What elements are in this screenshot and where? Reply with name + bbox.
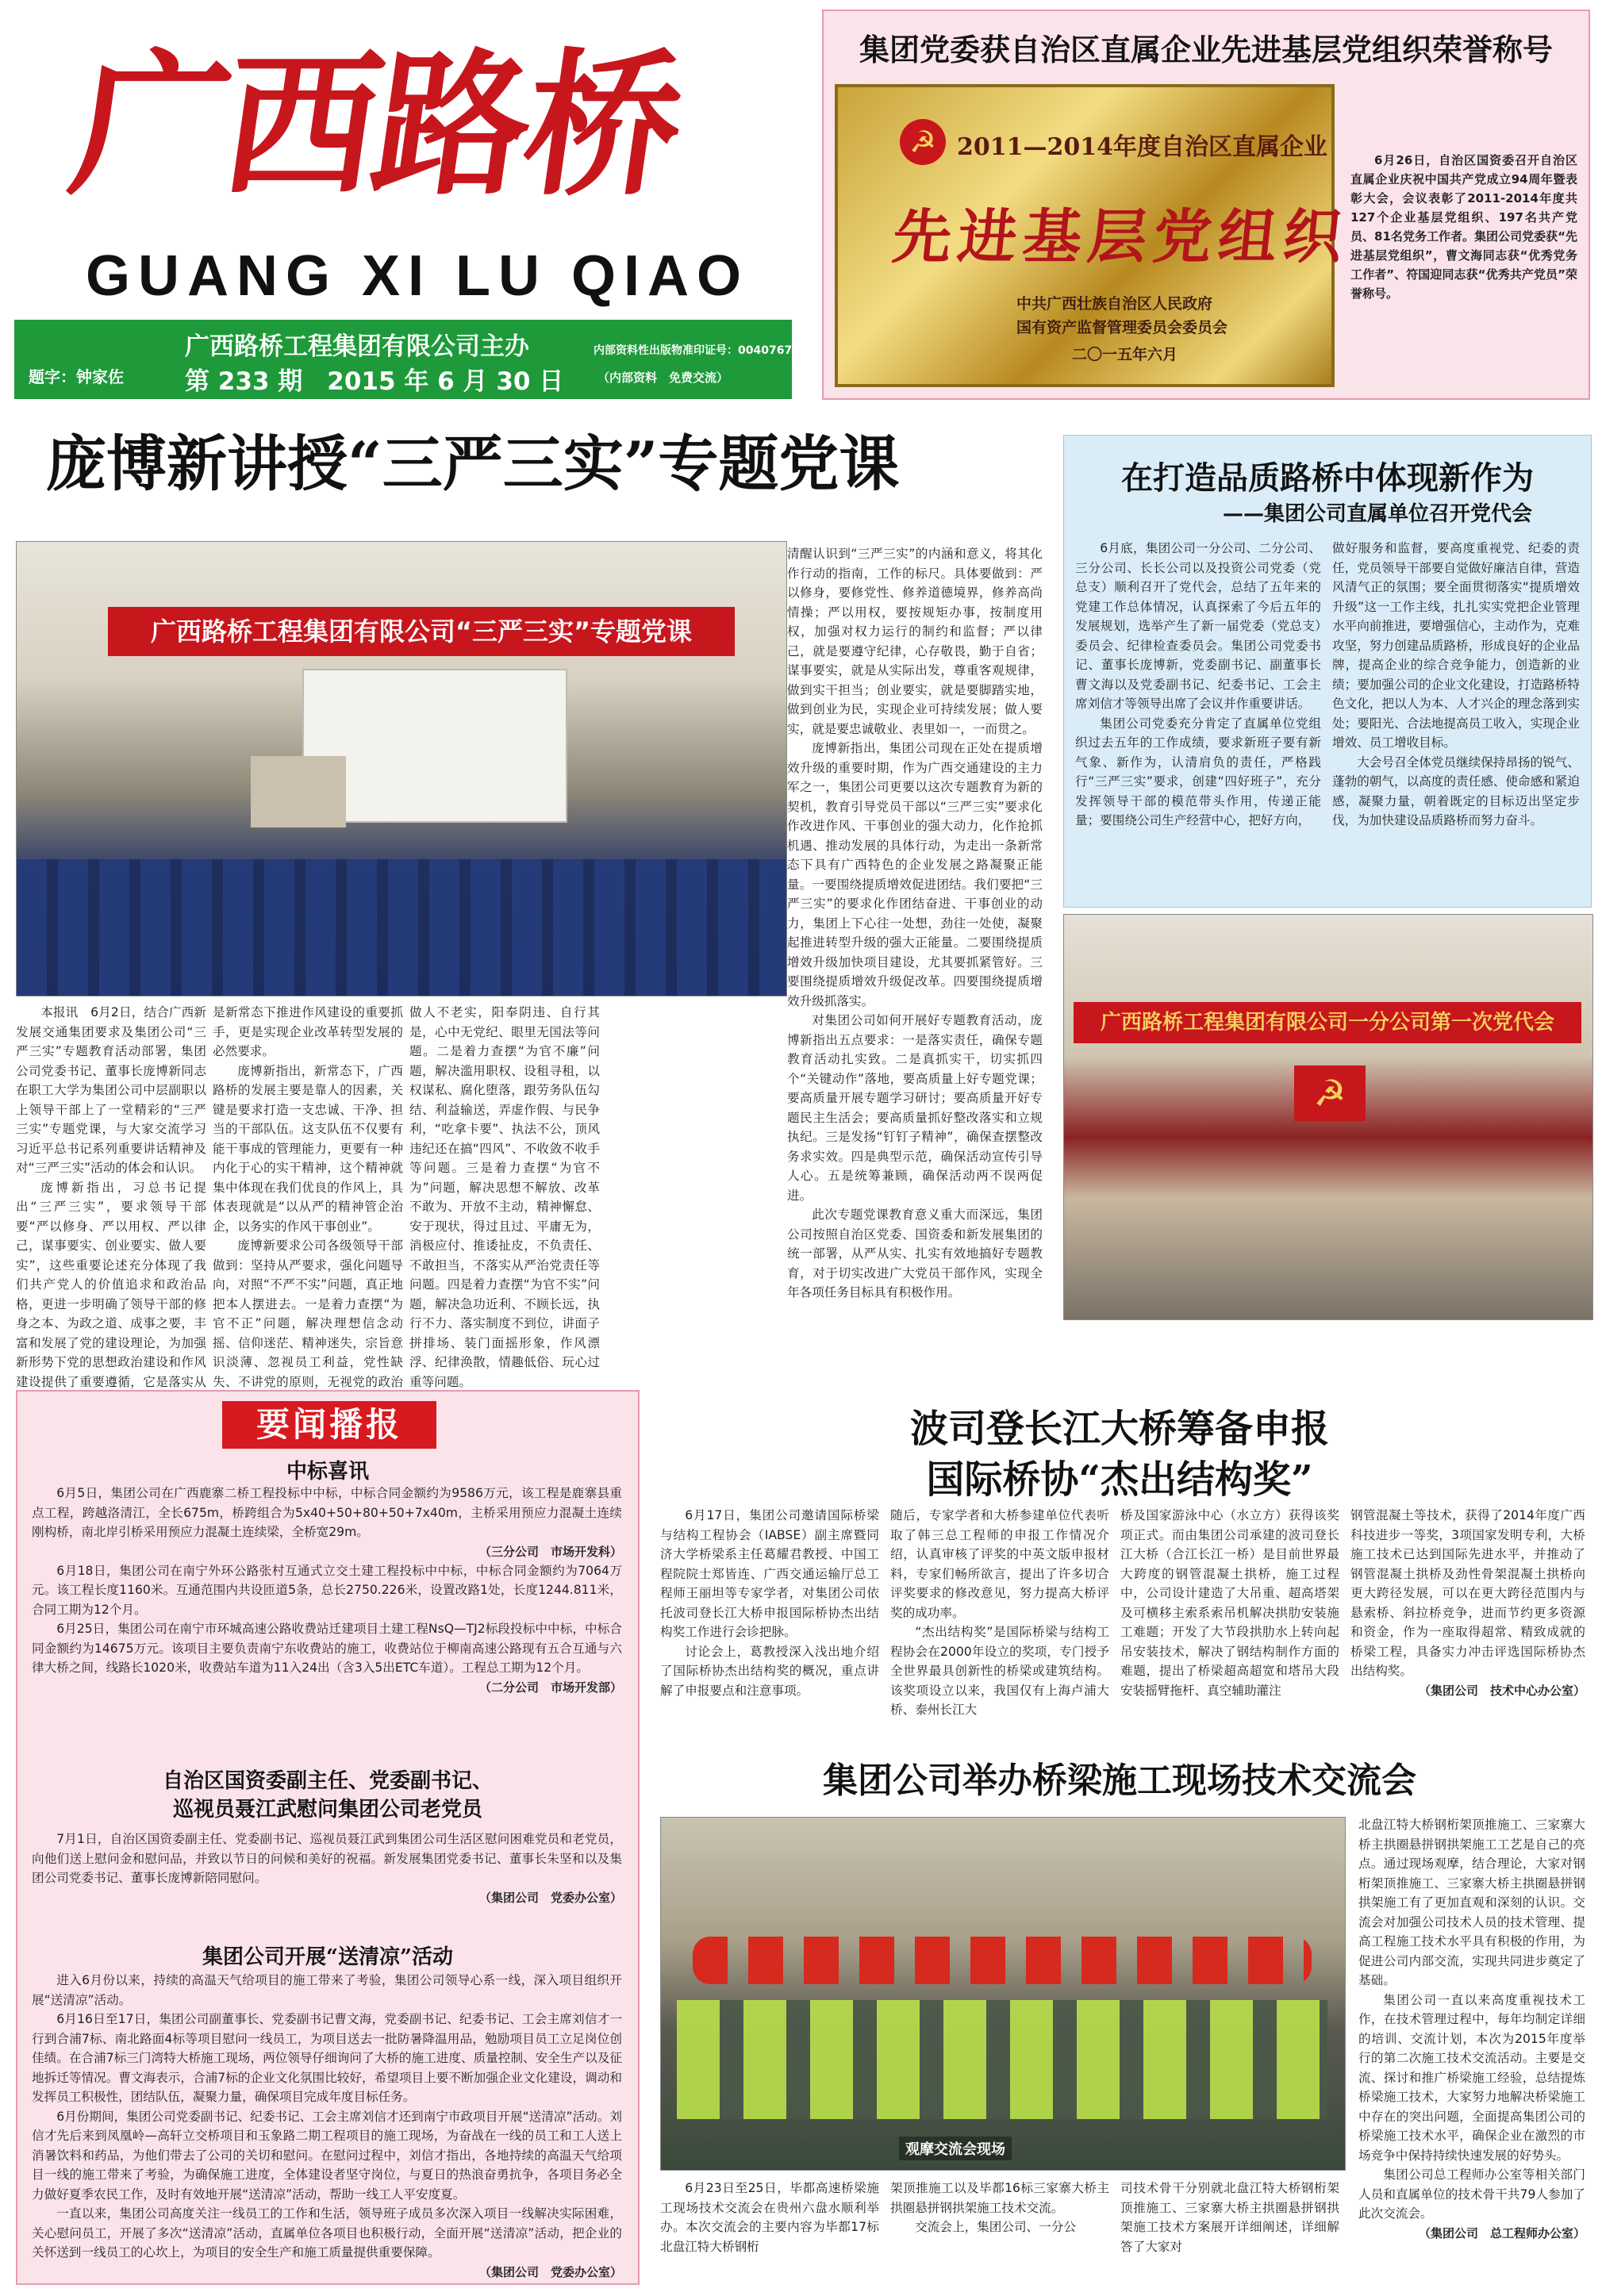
award-col-4-p1: 钢管混凝土等技术，获得了2014年度广西科技进步一等奖，3项国家发明专利，大桥施工技术已达到国际先进水平，并推动了钢管混凝土拱桥及劲性骨架混凝土拱桥向更大跨径发展，可以在更大跨径范围内与悬索桥、斜拉桥竞争，进而节约更多资源和资金，作为一座取得超常、精致成就的桥梁工程，具备实力冲击评选国际桥协杰出结构奖。: [1350, 1508, 1585, 1678]
exchange-bottom-2-p2: 交流会上，集团公司、一分公: [915, 2220, 1076, 2234]
exchange-bottom-2-p1: 架顶推施工以及毕都16标三家寨大桥主拱圈悬拼钢拱架施工技术交流。: [890, 2181, 1109, 2215]
exchange-side-p1: 北盘江特大桥钢桁架顶推施工、三家寨大桥主拱圈悬拼钢拱架施工工艺是自己的亮点。通过现场观摩，结合理论，大家对钢桁架顶推施工、三家寨大桥主拱圈悬拼钢拱架施工有了更加直观和深刻的认识。交流会对加强公司技术人员的技术管理、提高工程施工技术水平具有积极的作用，为促进公司内部交流，实现共同进步奠定了基础。: [1358, 1818, 1585, 1987]
congress-col-1-p1: 6月底，集团公司一分公司、二分公司、三分公司、长长公司以及投资公司党委（党总支）顺利召开了党代会，总结了五年来的党建工作总体情况，认真探索了今后五年的发展规划，选举产生了新一届党委（党总支）委员会、纪律检查委员会。集团公司党委书记、董事长庞博新，党委副书记、副董事长曹文海以及党委副书记、纪委书记、工会主席刘信才等领导出席了会议并作重要讲话。: [1075, 541, 1321, 711]
brief1-p1: 6月5日，集团公司在广西鹿寨二桥工程投标中中标，中标合同金额约为9586万元，该工程是鹿寨县重点工程，跨越洛清江，全长675m，桥跨组合为5x40+50+80+50+7x40m，主桥采用预应力混凝土连续刚构桥，南北岸引桥采用预应力混凝土连续梁，全桥宽29m。: [32, 1486, 622, 1539]
honor-plaque: [835, 84, 1352, 387]
brief1-p3: 6月25日，集团公司在南宁市环城高速公路收费站迁建项目土建工程NsQ—TJ2标段投标中中标，中标合同金额约为14675万元。该项目主要负责南宁东收费站的施工，收费站位于柳南高速公路现有五合互通与六律大桥之间，线路长1020米，收费站车道为11入24出（含3入5出ETC车道）。工程总工期为12个月。: [32, 1622, 622, 1675]
plaque-issuer1: 中共广西壮族自治区人民政府: [1016, 295, 1213, 313]
lead-col-2-p3: 庞博新要求公司各级领导干部做到：坚持从严要求，强化问题导向，对照“不严不实”问题，真正地把本人摆进去。一是着力查摆“为官不正”问题，解决理想信念动摇、信仰迷茫、精神迷失，宗旨意识淡薄、忽视员工利益，党性缺失、不讲党的原则，无视党的政治: [213, 1238, 403, 1389]
party-flag-icon: ☭: [1294, 1065, 1366, 1121]
award-col-2-p1: 随后，专家学者和大桥参建单位代表听取了韩三总工程师的申报工作情况介绍，认真审核了评奖的中英文版申报材料，专家们畅所欲言，提出了许多切合评奖要求的修改意见，努力提高大桥评奖的成功率。: [890, 1508, 1109, 1620]
brief3-p1: 进入6月份以来，持续的高温天气给项目的施工带来了考验，集团公司领导心系一线，深入项目组织开展“送清凉”活动。: [32, 1973, 622, 2007]
exchange-photo-caption: 观摩交流会现场: [899, 2137, 1012, 2160]
lead-col-4: [787, 544, 1043, 1303]
congress-photo: [1063, 914, 1593, 1320]
plaque-date: 二〇一五年六月: [1072, 346, 1178, 363]
award-col-3-p1: 桥及国家游泳中心（水立方）获得该奖项正式。而由集团公司承建的波司登长江大桥（合江长江一桥）是目前世界最大跨度的钢管混凝土拱桥，施工过程中，公司设计建造了大吊重、超高塔架及可横移主索系索吊机解决拱肋安装施工难题；开发了大节段拱肋水上转向起吊安装技术，解决了钢结构制作方面的难题，提出了桥梁超高超宽和塔吊大段安装摇臂拖杆、真空辅助灌注: [1120, 1508, 1339, 1698]
award-headline-l2: 国际桥协“杰出结构奖”: [926, 1457, 1313, 1502]
exchange-bottom-3: [1120, 2179, 1339, 2256]
award-col-2-p2: “杰出结构奖”是国际桥梁与结构工程协会在2000年设立的奖项，专门授予全世界最具创新性的桥梁或建筑结构。该奖项设立以来，我国仅有上海卢浦大桥、泰州长江大: [890, 1625, 1109, 1717]
exchange-bottom-1-p: 6月23日至25日，毕都高速桥梁施工现场技术交流会在贵州六盘水顺利举办。本次交流会的主要内容为毕都17标北盘江特大桥钢桁: [660, 2181, 879, 2254]
audience-seats: [17, 859, 786, 996]
masthead: [14, 14, 808, 403]
brief3-p4: 一直以来，集团公司高度关注一线员工的工作和生活，领导班子成员多次深入项目一线解决实际困难，关心慰问员工，开展了多次“送清凉”活动，直属单位各项目也积极行动，全面开展“送清凉”活动，把企业的关怀送到一线员工的心坎上，为项目的安全生产和施工质量提供重要保障。: [32, 2206, 622, 2260]
honor-text: 6月26日，自治区国资委召开自治区直属企业庆祝中国共产党成立94周年暨表彰大会，会议表彰了2011-2014年度共127个企业基层党组织、197名共产党员、81名党务工作者。集团公司党委获“先进基层党组织”，曹文海同志获“优秀党务工作者”、符国迎同志获“优秀共产党员”荣誉称号。: [1350, 153, 1577, 301]
calligrapher: 题字：钟家佐: [29, 367, 124, 386]
brief3-body: [32, 1971, 622, 2282]
congress-col-2-p1: 做好服务和监督，要高度重视党、纪委的责任，党员领导干部要自觉做好廉洁自律，营造风清气正的氛围；要全面贯彻落实“提质增效升级”这一工作主线，扎扎实实党把企业管理水平向前推进，要增强信心，主动作为，克难攻坚，努力创建品质路桥，形成良好的企业品牌，提高企业的综合竞争能力，创造新的业绩；要加强公司的企业文化建设，打造路桥特色文化，把以人为本、人才兴企的理念落到实处；要阳光、合法地提高员工收入，实现企业增效、员工增收目标。: [1332, 541, 1580, 750]
briefs-label-text: 要闻播报: [255, 1405, 402, 1444]
honor-headline: 集团党委获自治区直属企业先进基层党组织荣誉称号: [859, 32, 1553, 67]
internal-note: （内部资料 免费交流）: [597, 371, 729, 385]
brief1-sign2: （二分公司 市场开发部）: [478, 1680, 622, 1695]
lead-photo: [16, 541, 787, 996]
safety-helmets: [693, 1937, 1312, 1984]
brief3-title: 集团公司开展“送清凉”活动: [202, 1945, 453, 1969]
lead-col-2: [213, 1003, 403, 1411]
plaque-title: 先进基层党组织: [889, 203, 1352, 271]
award-col-4: [1350, 1506, 1585, 1700]
party-emblem-icon: ☭: [900, 119, 946, 165]
issue-date: 第 233 期 2015 年 6 月 30 日: [185, 367, 564, 396]
lead-col-4-p4: 此次专题党课教育意义重大而深远，集团公司按照自治区党委、国资委和新发展集团的统一部署，从严从实、扎实有效地搞好专题教育，对于切实改进广大党员干部作风，实现全年各项任务目标具有积极作用。: [787, 1208, 1043, 1300]
award-headline-l1: 波司登长江大桥筹备申报: [909, 1407, 1329, 1451]
brief2-body: [32, 1830, 622, 1907]
award-col-1-p1: 6月17日，集团公司邀请国际桥梁与结构工程协会（IABSE）副主席暨同济大学桥梁系主任葛耀君教授、中国工程院院士郑皆连、广西交通运输厅总工程师王丽坦等专家学者，对集团公司依托波司登长江大桥申报国际桥协杰出结构奖工作进行会诊把脉。: [660, 1508, 879, 1639]
congress-col-2: [1332, 539, 1580, 831]
exchange-side-p3: 集团公司总工程师办公室等相关部门人员和直属单位的技术骨干共79人参加了此次交流会。: [1358, 2167, 1585, 2221]
award-col-3: [1120, 1506, 1339, 1700]
brief3-p3: 6月份期间，集团公司党委副书记、纪委书记、工会主席刘信才还到南宁市政项目开展“送清凉”活动。刘信才先后来到凤凰岭—高轩立交桥项目和玉象路二期工程项目的施工现场，为奋战在一线的员工和工人送上消暑饮料和药品，为他们带去了公司的关切和慰问。在慰问过程中，刘信才指出，各地持续的高温天气给项目一线的施工带来了考验，为确保施工进度，全体建设者坚守岗位，与夏日的热浪奋勇抗争，各项目务必全力做好夏季农民工作，及时有效地开展“送清凉”活动，帮助一线工人平安度夏。: [32, 2109, 622, 2202]
congress-headline: 在打造品质路桥中体现新作为: [1121, 459, 1534, 497]
brief2-title-l1: 自治区国资委副主任、党委副书记、: [162, 1769, 493, 1793]
lead-col-4-p1: 清醒认识到“三严三实”的内涵和意义，将其化作行动的指南，工作的标尺。具体要做到：严以修身，要修党性、修养道德境界，修养高尚情操；严以用权，要按规矩办事，按制度用权，加强对权力运行的制约和监督；严以律己，就是要遵守纪律，心存敬畏，勤于自省；谋事要实，就是从实际出发，尊重客观规律，做到实干担当；创业要实，就是要脚踏实地，做到创业为民，实现企业可持续发展；做人要实，就是要忠诚敬业、表里如一，一而贯之。: [787, 547, 1043, 736]
award-col-2: [890, 1506, 1109, 1720]
brief2-sign: （集团公司 党委办公室）: [478, 1890, 622, 1905]
lead-col-1-p2: 庞博新指出，习总书记提出“三严三实”，要求领导干部要“严以修身、严以用权、严以律己，谋事要实、创业要实、做人要实”，这些重要论述充分体现了我们共产党人的价值追求和政治品格，更进一步明确了领导干部的修身之本、为政之道、成事之要，丰富和发展了党的建设理论，为加强新形势下党的思想政治建设和作风建设提供了重要遵循，它是落实从: [16, 1180, 206, 1389]
exchange-bottom-3-p: 司技术骨干分别就北盘江特大桥钢桁架顶推施工、三家寨大桥主拱圈悬拼钢拱架施工技术方案展开详细阐述，详细解答了大家对: [1120, 2181, 1339, 2254]
exchange-headline: 集团公司举办桥梁施工现场技术交流会: [823, 1760, 1416, 1801]
permit-number: 内部资料性出版物准印证号：0040767: [594, 344, 793, 357]
congress-photo-banner-text: 广西路桥工程集团有限公司一分公司第一次党代会: [1100, 1011, 1554, 1035]
exchange-side: [1358, 1815, 1585, 2243]
congress-subhead: ——集团公司直属单位召开党代会: [1223, 502, 1533, 526]
lead-col-2-p1: 是新常态下推进作风建设的重要抓手，更是实现企业改革转型发展的必然要求。: [213, 1005, 403, 1058]
plaque-line1: 2011—2014年度自治区直属企业: [957, 133, 1327, 161]
congress-col-1: [1075, 539, 1321, 831]
briefs-label: [222, 1401, 436, 1449]
lead-col-1: [16, 1003, 206, 1411]
briefs-panel: [16, 1390, 640, 2285]
lead-col-3: [409, 1003, 600, 1430]
lead-col-2-p2: 庞博新指出，新常态下，广西路桥的发展主要是靠人的因素，关键是要求打造一支忠诚、干净、担当的干部队伍。这支队伍不仅要有能干事成的管理能力，更要有一种内化于心的实干精神，这个精神就集中体现在我们优良的作风上，具体表现就是“以从严的精神管企治企，以务实的作风干事创业”。: [213, 1063, 403, 1234]
brief1-sign1: （三分公司 市场开发科）: [478, 1544, 622, 1559]
brief3-sign: （集团公司 党委办公室）: [478, 2264, 622, 2279]
brief2-p1: 7月1日，自治区国资委副主任、党委副书记、巡视员聂江武到集团公司生活区慰问困难党员和老党员，向他们送上慰问金和慰问品，并致以节日的问候和美好的祝福。新发展集团党委书记、董事长朱坚和以及集团公司党委书记、董事长庞博新陪同慰问。: [32, 1832, 622, 1885]
exchange-bottom-1: [660, 2179, 879, 2256]
lead-col-4-p3: 对集团公司如何开展好专题教育活动，庞博新指出五点要求：一是落实责任，确保专题教育活动扎实致。二是真抓实干，切实抓四个“关键动作”落地，要高质量上好专题党课；要高质量开展专题学习研讨；要高质量开好专题民主生活会；要高质量抓好整改落实和立规执纪。三是发扬“钉钉子精神”，确保查摆整改务求实效。四是典型示范，确保活动宣传引导人心。五是统筹兼顾，确保活动两不误两促进。: [787, 1013, 1043, 1203]
masthead-green-band: [14, 320, 792, 399]
exchange-bottom-2: [890, 2179, 1109, 2237]
congress-panel: [1063, 435, 1592, 908]
exchange-photo: [660, 1817, 1346, 2171]
brief1-p2: 6月18日，集团公司在南宁外环公路张村互通式立交土建工程投标中中标，中标合同金额约为7064万元。该工程长度1160米。互通范围内共设匝道5条，总长2750.226米，设置改路1处，长度1244.811米，合同工期为12个月。: [32, 1563, 622, 1617]
lead-headline: 庞博新讲授“三严三实”专题党课: [46, 428, 900, 499]
brief1-body: [32, 1484, 622, 1697]
masthead-pinyin: GUANG XI LU QIAO: [86, 244, 750, 308]
congress-col-1-p2: 集团公司党委充分肯定了直属单位党组织过去五年的工作成绩，要求新班子要有新气象、新作为，认清肩负的责任，严格践行“三严三实”要求，创建“四好班子”，充分发挥领导干部的模范带头作用，传递正能量；要围绕公司生产经营中心，把好方向，: [1075, 716, 1321, 827]
sponsor: 广西路桥工程集团有限公司主办: [185, 332, 529, 361]
plaque-issuer2: 国有资产监督管理委员会委员会: [1016, 319, 1228, 336]
lead-col-3-p1: 做人不老实，阳奉阴违、自行其是，心中无党纪、眼里无国法等问题。二是着力查摆“为官不廉”问题，解决滥用职权、设租寻租，以权谋私、腐化堕落，跟劳务队伍勾结、利益输送，弄虚作假、与民争利，“吃拿卡要”、执法不公，顶风违纪还在搞“四风”、不收敛不收手等问题。三是着力查摆“为官不为”问题，解决思想不解放、改革不敢为、开放不主动，精神懈怠、安于现状，得过且过、平庸无为，消极应付、推诿扯皮，不负责任、不敢担当，不落实从严治党责任等问题。四是着力查摆“为官不实”问题，解决急功近利、不顾长远，执行不力、落实制度不到位，讲面子拼排场、装门面摇形象，作风漂浮、纪律涣散，情趣低俗、玩心过重等问题。: [409, 1005, 600, 1389]
lead-photo-banner-text: 广西路桥工程集团有限公司“三严三实”专题党课: [150, 616, 693, 647]
brief2-title-l2: 巡视员聂江武慰问集团公司老党员: [172, 1798, 482, 1822]
lead-photo-banner: [108, 607, 735, 656]
award-col-1: [660, 1506, 879, 1700]
exchange-side-sign: （集团公司 总工程师办公室）: [1418, 2225, 1585, 2240]
exchange-side-p2: 集团公司一直以来高度重视技术工作，在技术管理过程中，每年均制定详细的培训、交流计划，本次为2015年度举行的第二次施工技术交流活动。主要是交流、探讨和推广桥梁施工经验，总结提炼桥梁施工技术，大家努力地解决桥梁施工中存在的突出问题，全面提高集团公司的桥梁施工技术水平，确保企业在激烈的市场竞争中保持持续快速发展的好势头。: [1358, 1992, 1585, 2163]
brief3-p2: 6月16日至17日，集团公司副董事长、党委副书记曹文海，党委副书记、纪委书记、工会主席刘信才一行到合浦7标、南北路面4标等项目慰问一线员工，为项目送去一批防暑降温用品，勉励项目员工立足岗位创佳绩。在合浦7标三门湾特大桥施工现场，两位领导仔细询问了大桥的施工进度、质量控制、安全生产以及征地拆迁等情况。曹文海表示，合浦7标的企业文化氛围比较好，希望项目上要不断加强企业文化建设，调动和发挥员工积极性，团结队伍，凝聚力量，确保项目完成年度目标任务。: [32, 2012, 622, 2104]
lead-col-4-p2: 庞博新指出，集团公司现在正处在提质增效升级的重要时期，作为广西交通建设的主力军之一，集团公司更要以这次专题教育为新的契机，教育引导党员干部以“三严三实”要求化作改进作风、干事创业的强大动力，化作抢抓机遇、推动发展的具体行动，为走出一条新常态下具有广西特色的企业发展之路凝聚正能量。一要围绕提质增效促进团结。我们要把“三严三实”的要求化作团结奋进、干事创业的动力，集团上下心往一处想，劲往一处使，凝聚起推进转型升级的强大正能量。二要围绕提质增效升级加快项目建设，尤其要抓紧管好。三要围绕提质增效升级促改革。四要围绕提质增效升级抓落实。: [787, 741, 1043, 1008]
lead-col-1-p1: 本报讯 6月2日，结合广西新发展交通集团要求及集团公司“三严三实”专题教育活动部署，集团公司党委书记、董事长庞博新同志在职工大学为集团公司中层副职以上领导干部上了一堂精彩的“三严三实”专题党课，与大家交流学习习近平总书记系列重要讲话精神及对“三严三实”活动的体会和认识。: [16, 1005, 206, 1175]
brief1-title: 中标喜讯: [286, 1460, 369, 1484]
congress-col-2-p2: 大会号召全体党员继续保持昂扬的锐气、蓬勃的朝气，以高度的责任感、使命感和紧迫感，凝聚力量，朝着既定的目标迈出坚定步伐，为加快建设品质路桥而努力奋斗。: [1332, 754, 1580, 827]
safety-vests: [677, 2000, 1327, 2119]
award-sign: （集团公司 技术中心办公室）: [1418, 1683, 1585, 1698]
masthead-title: 广西路桥: [60, 34, 690, 217]
congress-photo-banner: [1074, 1002, 1581, 1043]
award-col-1-p2: 讨论会上，葛教授深入浅出地介绍了国际桥协杰出结构奖的概况，重点讲解了申报要点和注意事项。: [660, 1644, 879, 1698]
honor-panel: [822, 10, 1590, 400]
podium: [251, 756, 346, 827]
